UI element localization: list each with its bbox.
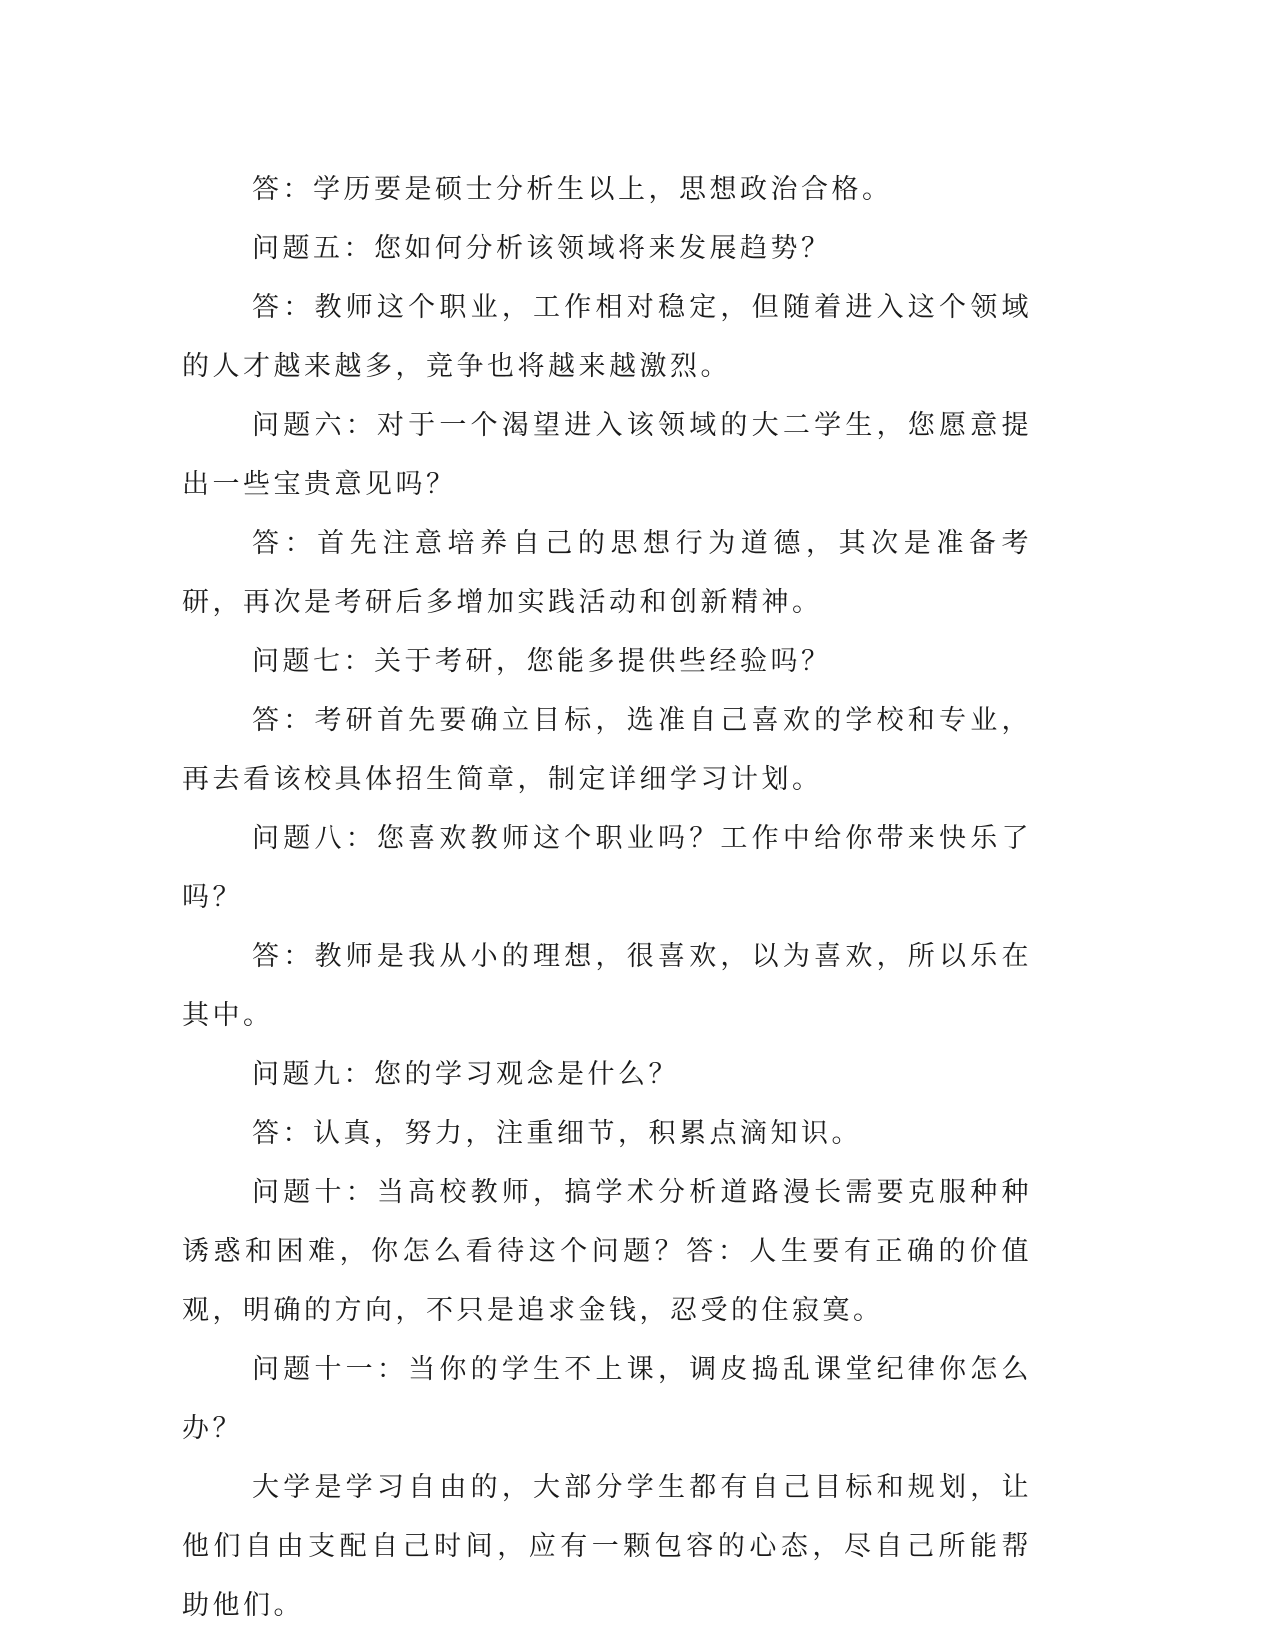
answer-paragraph: 答：教师这个职业，工作相对稳定，但随着进入这个领域的人才越来越多，竞争也将越来越激烈。 [182, 292, 1032, 382]
question-paragraph: 问题十一：当你的学生不上课，调皮捣乱课堂纪律你怎么办？ [182, 1354, 1032, 1444]
answer-paragraph: 答：首先注意培养自己的思想行为道德，其次是准备考研，再次是考研后多增加实践活动和创新精神。 [182, 528, 1032, 618]
answer-paragraph: 答：教师是我从小的理想，很喜欢，以为喜欢，所以乐在其中。 [182, 941, 1032, 1031]
question-paragraph: 问题七：关于考研，您能多提供些经验吗？ [252, 646, 832, 677]
answer-paragraph: 答：认真，努力，注重细节，积累点滴知识。 [252, 1118, 862, 1149]
answer-paragraph: 答：考研首先要确立目标，选准自己喜欢的学校和专业，再去看该校具体招生简章，制定详细学习计划。 [182, 705, 1032, 795]
question-paragraph: 问题十：当高校教师，搞学术分析道路漫长需要克服种种诱惑和困难，你怎么看待这个问题？答：人生要有正确的价值观，明确的方向，不只是追求金钱，忍受的住寂寞。 [182, 1177, 1032, 1326]
question-paragraph: 问题六：对于一个渴望进入该领域的大二学生，您愿意提出一些宝贵意见吗？ [182, 410, 1032, 500]
answer-paragraph: 大学是学习自由的，大部分学生都有自己目标和规划，让他们自由支配自己时间，应有一颗包容的心态，尽自己所能帮助他们。 [182, 1472, 1032, 1621]
question-paragraph: 问题五：您如何分析该领域将来发展趋势？ [252, 233, 832, 264]
document-body [182, 160, 1032, 1635]
question-paragraph: 问题八：您喜欢教师这个职业吗？工作中给你带来快乐了吗？ [182, 823, 1032, 913]
question-paragraph: 问题九：您的学习观念是什么？ [252, 1059, 679, 1090]
answer-paragraph: 答：学历要是硕士分析生以上，思想政治合格。 [252, 174, 893, 205]
